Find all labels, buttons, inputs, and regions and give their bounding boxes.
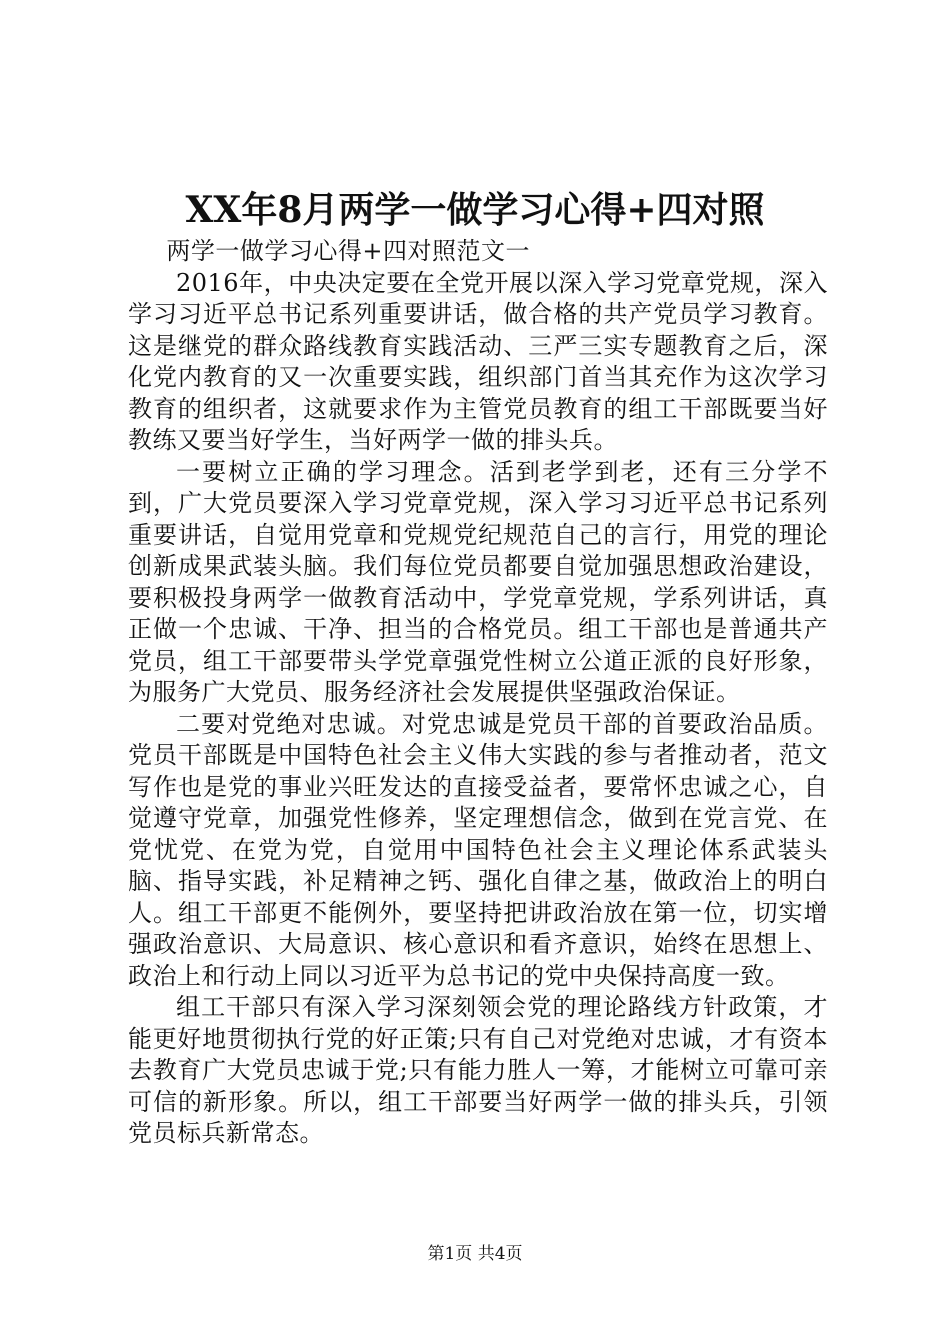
paragraph-2: 一要树立正确的学习理念。活到老学到老，还有三分学不到，广大党员要深入学习党章党规，深入学习习近平总书记系列重要讲话，自觉用党章和党规党纪规范自己的言行，用党的理论创新成果武装头脑。我们每位党员都要自觉加强思想政治建设，要积极投身两学一做教育活动中，学党章党规，学系列讲话，真正做一个忠诚、干净、担当的合格党员。组工干部也是普通共产党员，组工干部要带头学党章强党性树立公道正派的良好形象，为服务广大党员、服务经济社会发展提供坚强政治保证。 — [128, 457, 828, 706]
paragraph-1: 2016年，中央决定要在全党开展以深入学习党章党规，深入学习习近平总书记系列重要讲话，做合格的共产党员学习教育。这是继党的群众路线教育实践活动、三严三实专题教育之后，深化党内教育的又一次重要实践，组织部门首当其充作为这次学习教育的组织者，这就要求作为主管党员教育的组工干部既要当好教练又要当好学生，当好两学一做的排头兵。 — [128, 268, 828, 454]
page-number-footer: 第1页 共4页 — [427, 1244, 523, 1264]
paragraph-3: 二要对党绝对忠诚。对党忠诚是党员干部的首要政治品质。党员干部既是中国特色社会主义伟大实践的参与者推动者，范文写作也是党的事业兴旺发达的直接受益者，要常怀忠诚之心，自觉遵守党章，加强党性修养，坚定理想信念，做到在党言党、在党忧党、在党为党，自觉用中国特色社会主义理论体系武装头脑、指导实践，补足精神之钙、强化自律之基，做政治上的明白人。组工干部更不能例外，要坚持把讲政治放在第一位，切实增强政治意识、大局意识、核心意识和看齐意识，始终在思想上、政治上和行动上同以习近平为总书记的党中央保持高度一致。 — [128, 709, 828, 990]
paragraph-4: 组工干部只有深入学习深刻领会党的理论路线方针政策，才能更好地贯彻执行党的好正策;只有自己对党绝对忠诚，才有资本去教育广大党员忠诚于党;只有能力胜人一筹，才能树立可靠可亲可信的新形象。所以，组工干部要当好两学一做的排头兵，引领党员标兵新常态。 — [128, 993, 828, 1147]
document-title: XX年8月两学一做学习心得+四对照 — [185, 189, 765, 231]
document-subtitle: 两学一做学习心得+四对照范文一 — [166, 237, 530, 265]
document-body — [128, 236, 828, 1150]
